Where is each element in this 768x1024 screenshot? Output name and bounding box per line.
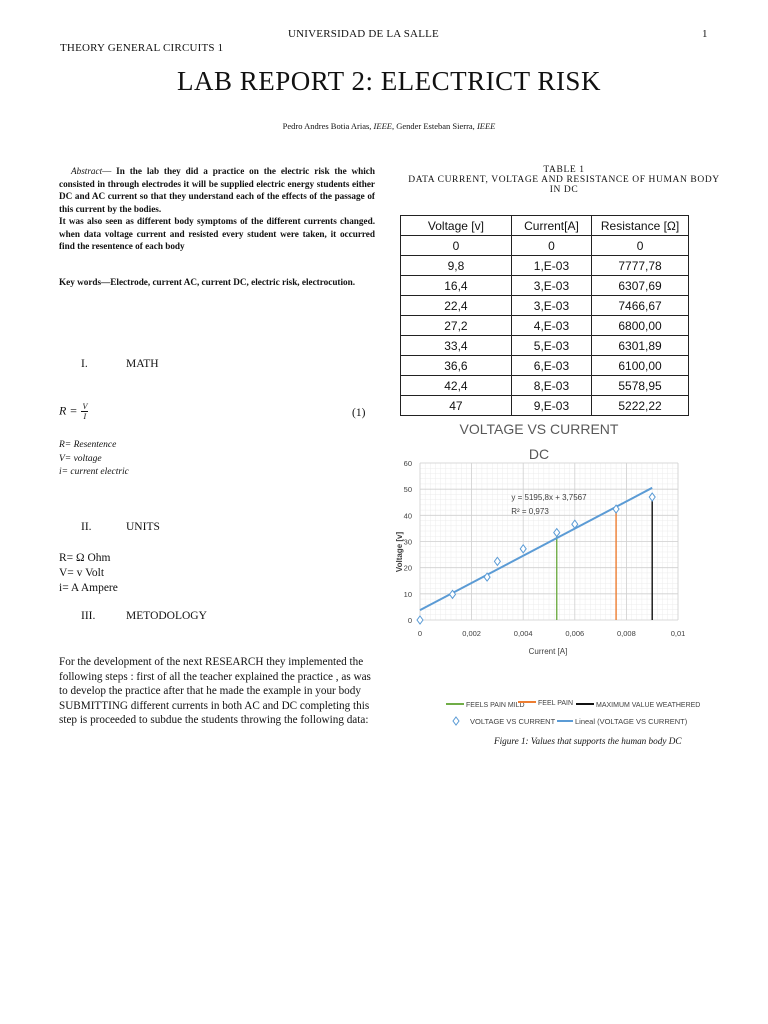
cell-voltage: 42,4 [401, 376, 512, 396]
legend-lineal: Lineal (VOLTAGE VS CURRENT) [575, 717, 688, 726]
table-row [401, 356, 689, 376]
col-header-current: Current[A] [511, 216, 591, 236]
equation-lhs: R = [59, 403, 78, 418]
equation-fraction [81, 402, 88, 421]
figure-caption: Figure 1: Values that supports the human body DC [494, 736, 682, 746]
col-header-voltage: Voltage [v] [401, 216, 512, 236]
abstract-label: Abstract [71, 166, 103, 176]
running-header-university: UNIVERSIDAD DE LA SALLE [288, 28, 439, 40]
section-method-number: III. [81, 610, 96, 622]
unit-ampere: i= A Ampere [59, 582, 118, 594]
x-tick-label: 0,002 [462, 629, 481, 638]
y-tick-label: 20 [403, 563, 412, 573]
legend-feel-pain: FEEL PAIN [538, 700, 574, 707]
cell-current: 9,E-03 [511, 396, 591, 416]
equation-denominator: I [83, 412, 87, 421]
author-1: Pedro Andres Botia Arias, [282, 121, 372, 131]
table-row [401, 256, 689, 276]
author-2-affiliation: IEEE [476, 121, 496, 131]
cell-voltage: 9,8 [401, 256, 512, 276]
table-row [401, 336, 689, 356]
page-number: 1 [702, 28, 708, 40]
legend-max-value: MAXIMUM VALUE WEATHERED [596, 702, 701, 709]
cell-current: 6,E-03 [511, 356, 591, 376]
y-tick-label: 0 [407, 616, 412, 625]
unit-volt: V= v Volt [59, 567, 105, 579]
cell-resistance: 7777,78 [592, 256, 689, 276]
y-tick-label: 10 [403, 589, 412, 599]
x-tick-label: 0,006 [565, 629, 585, 638]
methodology-paragraph: For the development of the next RESEARCH they implemented the following steps : first of all the teacher explained the practice , as was to develop the practice after that he made the example in your body SUBMITTING different currents in both AC and DC completing this step is proceeded to subdue the students throwing the following data: [59, 656, 371, 726]
abstract-text-1: In the lab they did a practice on the electric risk the which consisted in through electrodes it will be supplied electric energy students either DC and AC current so that they understand each of the effects of the passage of this current by the bodies. [59, 166, 375, 214]
equation-number: (1) [352, 407, 366, 419]
equation [59, 402, 88, 421]
cell-current: 5,E-03 [511, 336, 591, 356]
cell-voltage: 36,6 [401, 356, 512, 376]
cell-current: 0 [511, 236, 591, 256]
x-tick-label: 0,004 [513, 629, 533, 638]
variable-list [59, 439, 129, 480]
cell-resistance: 5222,22 [592, 396, 689, 416]
cell-voltage: 22,4 [401, 296, 512, 316]
authors-line [0, 121, 768, 131]
variable-r: R= Resentence [59, 440, 117, 450]
voltage-current-chart [380, 412, 712, 742]
table-row [401, 276, 689, 296]
equation-numerator: V [82, 402, 88, 411]
legend-feels-pain-mild: FEELS PAIN MILD [466, 702, 525, 709]
cell-resistance: 0 [592, 236, 689, 256]
legend-voltage-vs-current: VOLTAGE VS CURRENT [470, 717, 556, 726]
unit-ohm: R= Ω Ohm [59, 552, 111, 564]
units-list [59, 551, 118, 596]
cell-voltage: 0 [401, 236, 512, 256]
section-math-number: I. [81, 358, 88, 370]
cell-voltage: 33,4 [401, 336, 512, 356]
table-title-line2: IN DC [549, 185, 579, 195]
author-separator: , Gender Esteban Sierra, [391, 121, 475, 131]
col-header-resistance: Resistance [Ω] [592, 216, 689, 236]
trend-equation: y = 5195,8x + 3,7567 [511, 493, 587, 502]
cell-voltage: 16,4 [401, 276, 512, 296]
cell-resistance: 6307,69 [592, 276, 689, 296]
chart-title-line2: DC [528, 446, 550, 462]
data-table [400, 215, 689, 416]
y-tick-label: 40 [403, 511, 412, 521]
chart-legend [446, 700, 700, 726]
variable-i: i= current electric [59, 467, 129, 477]
section-units-number: II. [81, 521, 92, 533]
variable-v: V= voltage [59, 453, 102, 464]
section-units-heading: UNITS [126, 521, 160, 533]
abstract-dash: — [102, 166, 112, 176]
x-tick-label: 0,008 [617, 629, 636, 638]
cell-current: 8,E-03 [511, 376, 591, 396]
table-row [401, 316, 689, 336]
abstract-text-2: It was also seen as different body symptoms of the different currents changed. when data voltage current and resisted every student were taken, it occurred find the resentence of each body [59, 216, 375, 251]
cell-current: 4,E-03 [511, 316, 591, 336]
chart-title-line1: VOLTAGE VS CURRENT [459, 421, 619, 437]
cell-voltage: 47 [401, 396, 512, 416]
x-tick-label: 0 [417, 629, 423, 638]
cell-current: 1,E-03 [511, 256, 591, 276]
running-header-course: THEORY GENERAL CIRCUITS 1 [60, 42, 224, 54]
y-axis-label: Voltage [v] [395, 531, 404, 573]
x-tick-label: 0,01 [670, 629, 686, 638]
table-number: TABLE 1 [543, 165, 585, 175]
trend-r2: R² = 0,973 [511, 507, 549, 516]
table-row [401, 296, 689, 316]
table-caption [396, 165, 732, 195]
y-tick-label: 30 [403, 537, 412, 547]
cell-resistance: 5578,95 [592, 376, 689, 396]
section-math-heading: MATH [126, 358, 159, 370]
cell-current: 3,E-03 [511, 296, 591, 316]
abstract [59, 165, 375, 253]
cell-resistance: 6100,00 [592, 356, 689, 376]
section-method-heading: METODOLOGY [126, 610, 207, 622]
x-axis-label: Current [A] [528, 647, 568, 656]
keywords: Key words—Electrode, current AC, current DC, electric risk, electrocution. [59, 277, 356, 287]
table-row [401, 236, 689, 256]
y-tick-label: 50 [403, 485, 412, 495]
cell-voltage: 27,2 [401, 316, 512, 336]
cell-current: 3,E-03 [511, 276, 591, 296]
cell-resistance: 6800,00 [592, 316, 689, 336]
table-header-row [401, 216, 689, 236]
table-row [401, 376, 689, 396]
page-title: LAB REPORT 2: ELECTRICT RISK [177, 66, 601, 96]
cell-resistance: 7466,67 [592, 296, 689, 316]
author-1-affiliation: IEEE [373, 121, 392, 131]
legend-swatch-voltage-vs-current [453, 717, 459, 725]
y-tick-label: 60 [403, 459, 412, 468]
table-title-line1: DATA CURRENT, VOLTAGE AND RESISTANCE OF HUMAN BODY [408, 175, 720, 185]
cell-resistance: 6301,89 [592, 336, 689, 356]
